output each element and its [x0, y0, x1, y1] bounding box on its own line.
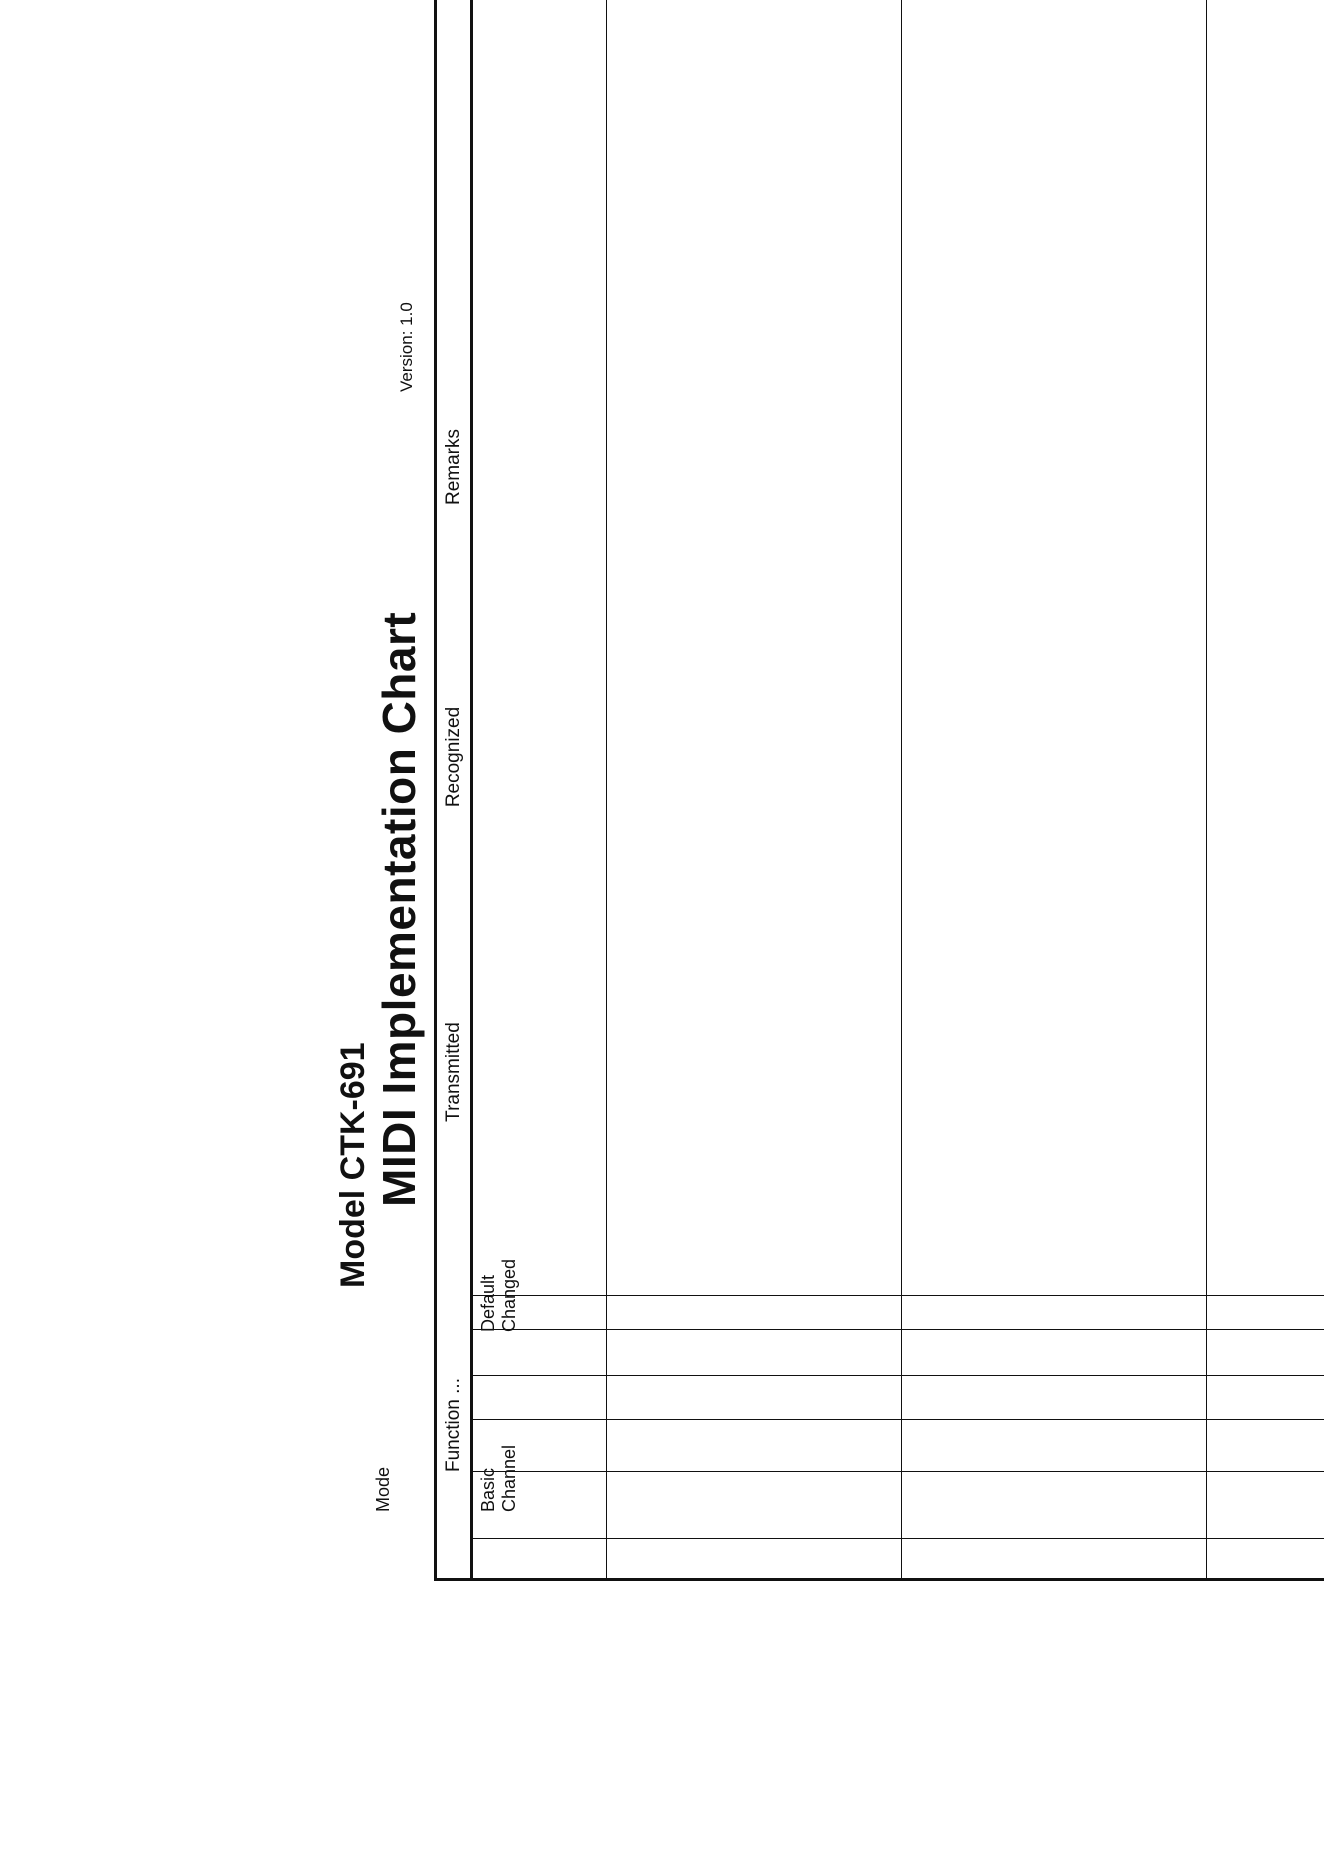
- header-recognized: Recognized: [443, 706, 464, 808]
- header-function-label: Function ...: [443, 1378, 464, 1472]
- mode-label: Mode: [373, 1466, 393, 1512]
- chart-title: MIDI Implementation Chart: [373, 611, 425, 1207]
- basic-channel-sub: Default Changed: [478, 1258, 519, 1332]
- version-label: Version: 1.0: [397, 302, 416, 392]
- model-title: Model CTK-691: [334, 1042, 372, 1288]
- basic-channel-label: Basic Channel: [478, 1444, 519, 1512]
- header-transmitted: Transmitted: [443, 1022, 464, 1122]
- header-remarks: Remarks: [443, 429, 464, 506]
